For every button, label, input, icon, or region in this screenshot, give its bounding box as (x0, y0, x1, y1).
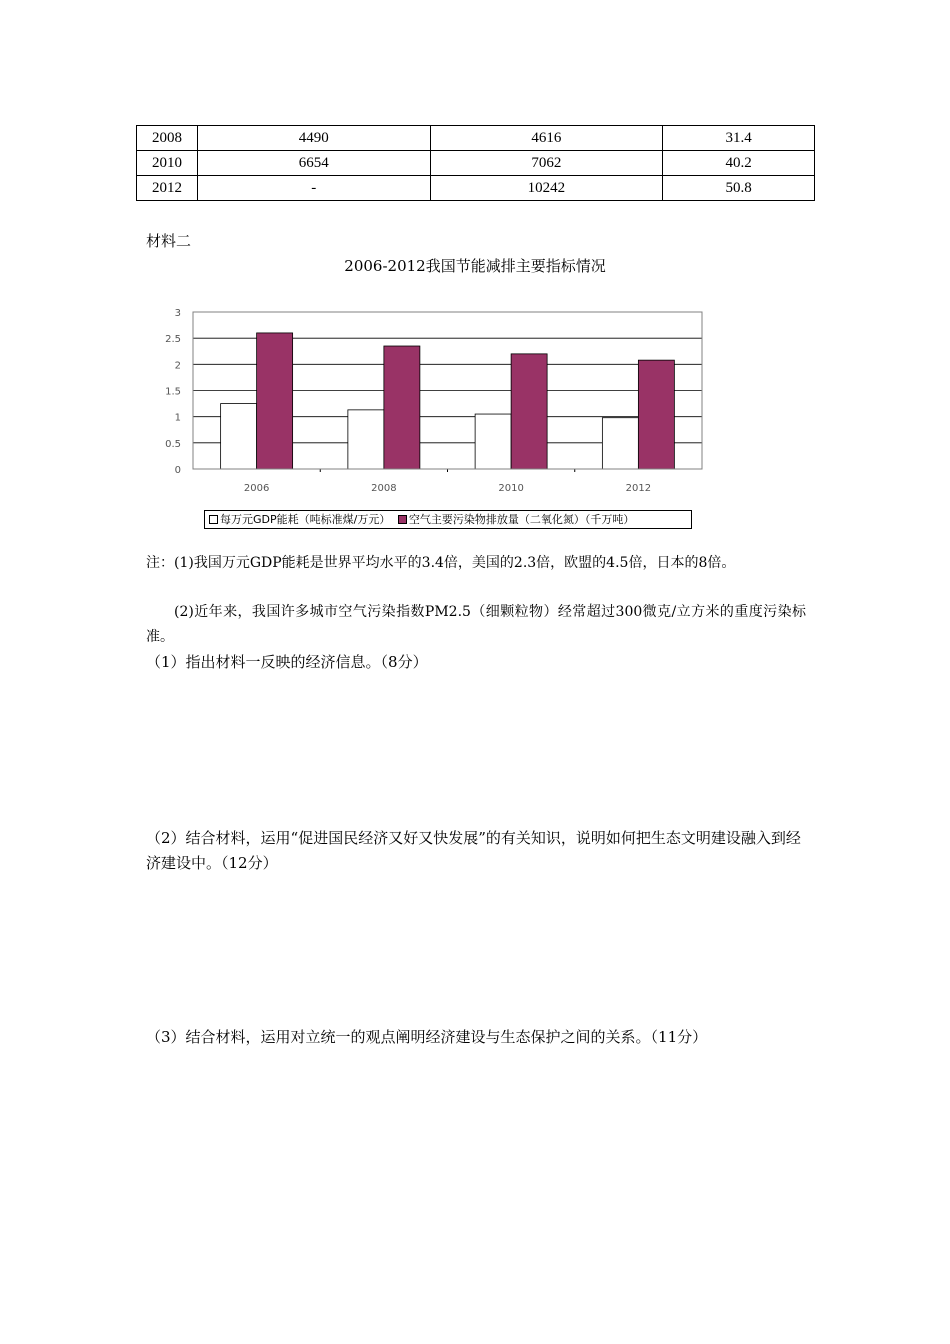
y-tick-label: 2 (174, 360, 181, 372)
note-2: (2)近年来，我国许多城市空气污染指数PM2.5（细颗粒物）经常超过300微克/立方米的重度污染标准。 (146, 604, 806, 645)
legend-swatch-purple (398, 515, 407, 524)
bar-energy-2012 (602, 418, 638, 469)
table-cell: 40.2 (663, 151, 815, 176)
x-tick-label: 2010 (498, 483, 524, 494)
table-cell: 4490 (197, 126, 430, 151)
y-tick-label: 1.5 (165, 386, 181, 398)
table-cell: 4616 (430, 126, 663, 151)
bar-chart (0, 300, 950, 505)
question-3: （3）结合材料，运用对立统一的观点阐明经济建设与生态保护之间的关系。（11分） (146, 1028, 708, 1046)
question-2: （2）结合材料，运用“促进国民经济又好又快发展”的有关知识，说明如何把生态文明建设融入到经济建设中。（12分） (146, 829, 801, 872)
y-tick-label: 0.5 (165, 438, 181, 450)
x-tick-label: 2008 (371, 483, 397, 494)
chart-title: 2006-2012我国节能减排主要指标情况 (344, 257, 606, 275)
table-cell: 7062 (430, 151, 663, 176)
table-cell: 2008 (137, 126, 198, 151)
y-tick-label: 0 (174, 465, 181, 476)
bar-energy-2008 (348, 410, 384, 469)
chart-bars (221, 333, 675, 469)
table-cell: 2010 (137, 151, 198, 176)
legend-swatch-white (209, 515, 218, 524)
x-tick-label: 2012 (625, 483, 652, 494)
y-tick-label: 1 (174, 412, 181, 424)
legend-label-energy: 每万元GDP能耗（吨标准煤/万元） (220, 513, 391, 526)
data-table (136, 125, 815, 201)
table-cell: 6654 (197, 151, 430, 176)
bar-energy-2010 (475, 414, 511, 469)
y-tick-label: 2.5 (165, 334, 181, 346)
question-1: （1）指出材料一反映的经济信息。（8分） (146, 653, 428, 671)
table-cell: 31.4 (663, 126, 815, 151)
x-tick-labels (244, 483, 651, 494)
table-cell: 10242 (430, 176, 663, 201)
bar-pollution-2012 (638, 360, 674, 469)
legend-label-pollution: 空气主要污染物排放量（二氧化氮）（千万吨） (408, 513, 635, 526)
table-row (137, 151, 815, 176)
table-cell: 50.8 (663, 176, 815, 201)
x-tick-label: 2006 (243, 483, 270, 494)
bar-pollution-2006 (257, 333, 293, 469)
bar-pollution-2008 (384, 346, 420, 469)
bar-pollution-2010 (511, 354, 547, 469)
y-tick-label: 3 (174, 308, 181, 319)
chart-legend (204, 510, 692, 529)
material-label: 材料二 (146, 232, 192, 250)
y-tick-labels (165, 308, 181, 476)
table-row (137, 126, 815, 151)
note-1: 注：(1)我国万元GDP能耗是世界平均水平的3.4倍，美国的2.3倍，欧盟的4.5倍，日本的8倍。 (146, 555, 736, 571)
bar-energy-2006 (221, 404, 257, 469)
table-row (137, 176, 815, 201)
table-cell: 2012 (137, 176, 198, 201)
table-cell: - (197, 176, 430, 201)
